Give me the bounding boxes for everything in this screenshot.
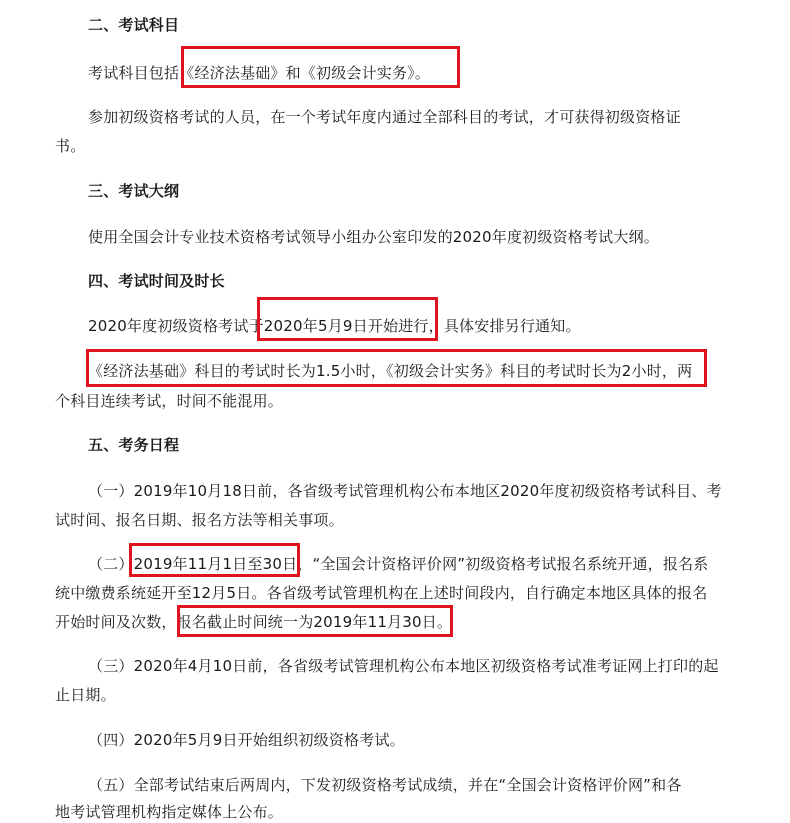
schedule-item-2-line-1 <box>88 553 708 575</box>
schedule-item-4-line-1: （四）2020年5月9日开始组织初级资格考试。 <box>88 731 405 749</box>
schedule-item-2-line-3-prefix: 开始时间及次数， <box>55 613 177 631</box>
time-p1-suffix: 具体安排另行通知。 <box>443 317 581 335</box>
subjects-paragraph-1 <box>88 62 430 84</box>
schedule-item-2-highlight-text-1: 2019年11月1日至30日， <box>133 555 313 573</box>
time-p2-highlight-text: 《经济法基础》科目的考试时长为1.5小时，《初级会计实务》科目的考试时长为2小时， <box>88 362 678 380</box>
subjects-p1-prefix: 考试科目包括 <box>88 64 180 82</box>
time-p2-suffix: 两 <box>677 362 693 380</box>
time-paragraph-2-line-2: 个科目连续考试，时间不能混用。 <box>55 392 284 410</box>
outline-paragraph-1: 使用全国会计专业技术资格考试领导小组办公室印发的2020年度初级资格考试大纲。 <box>88 228 659 246</box>
subjects-paragraph-2-line-1: 参加初级资格考试的人员，在一个考试年度内通过全部科目的考试，才可获得初级资格证 <box>88 108 681 126</box>
subjects-p1-highlight-text: 《经济法基础》和《初级会计实务》。 <box>179 64 431 82</box>
section-heading-outline: 三、考试大纲 <box>88 182 180 200</box>
schedule-item-3-line-2: 止日期。 <box>55 686 116 704</box>
schedule-item-1-line-2: 试时间、报名日期、报名方法等相关事项。 <box>55 511 344 529</box>
schedule-item-3-line-1: （三）2020年4月10日前，各省级考试管理机构公布本地区初级资格考试准考证网上打印的起 <box>88 657 719 675</box>
section-heading-schedule: 五、考务日程 <box>88 436 180 454</box>
schedule-item-5-line-1: （五）全部考试结束后两周内，下发初级资格考试成绩，并在“全国会计资格评价网”和各 <box>88 776 682 794</box>
schedule-item-2-line-2: 统中缴费系统延开至12月5日。各省级考试管理机构在上述时间段内，自行确定本地区具体的报名 <box>55 584 708 602</box>
time-paragraph-2-line-1 <box>88 360 692 382</box>
schedule-item-2-highlight-text-2: 报名截止时间统一为2019年11月30日。 <box>176 613 453 631</box>
schedule-item-5-line-2: 地考试管理机构指定媒体上公布。 <box>55 803 284 821</box>
section-heading-subjects: 二、考试科目 <box>88 16 180 34</box>
subjects-paragraph-2-line-2: 书。 <box>55 137 86 155</box>
time-p1-highlight-text: 2020年5月9日开始进行， <box>263 317 444 335</box>
section-heading-time: 四、考试时间及时长 <box>88 272 225 290</box>
time-p1-prefix: 2020年度初级资格考试于 <box>88 317 264 335</box>
schedule-item-2-line-3 <box>55 611 452 633</box>
time-paragraph-1 <box>88 315 581 337</box>
schedule-item-2-line-1-rest: “全国会计资格评价网”初级资格考试报名系统开通，报名系 <box>312 555 709 573</box>
schedule-item-1-line-1: （一）2019年10月18日前，各省级考试管理机构公布本地区2020年度初级资格考试科目、考 <box>88 482 722 500</box>
schedule-item-2-prefix: （二） <box>88 555 134 573</box>
